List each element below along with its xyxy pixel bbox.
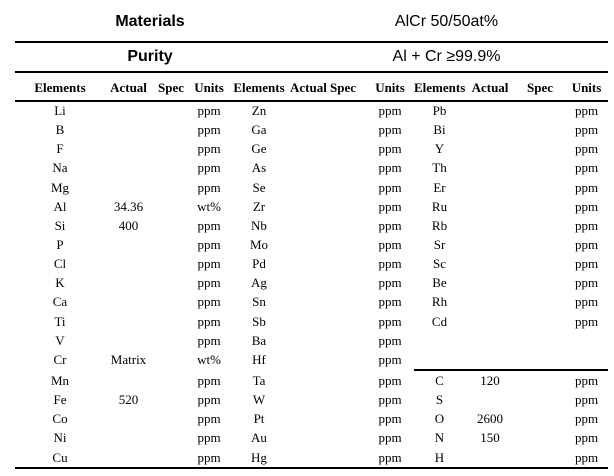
- units-cell: ppm: [574, 411, 599, 427]
- element-cell: Ba: [251, 332, 267, 348]
- units-cell: ppm: [197, 160, 221, 176]
- spec-cell: [152, 448, 190, 468]
- actual-cell: [290, 391, 320, 410]
- actual-cell: [290, 255, 320, 274]
- units-cell: wt%: [197, 352, 221, 368]
- element-cell: Cu: [52, 449, 68, 465]
- units-cell: ppm: [378, 217, 402, 233]
- actual-cell: [290, 350, 320, 370]
- col-header-units: Units: [366, 76, 414, 101]
- actual-cell: [465, 274, 515, 293]
- actual-cell: [290, 331, 320, 350]
- units-cell: ppm: [197, 372, 221, 388]
- table-row: [15, 410, 608, 429]
- spec-cell: [515, 159, 565, 178]
- element-cell: S: [435, 392, 444, 408]
- element-cell: Li: [54, 103, 66, 119]
- spec-cell: [320, 410, 366, 429]
- element-cell: Cr: [53, 352, 67, 368]
- units-cell: ppm: [197, 430, 221, 446]
- col-header-elements: Elements: [228, 76, 290, 101]
- purity-row: [15, 43, 608, 73]
- element-cell: Si: [54, 217, 66, 233]
- table-header-row: [15, 76, 608, 101]
- actual-cell: [465, 216, 515, 235]
- actual-cell: 400: [118, 217, 139, 233]
- spec-cell: [152, 255, 190, 274]
- element-cell: Bi: [433, 122, 446, 138]
- spec-cell: [320, 121, 366, 140]
- element-cell: H: [434, 449, 445, 465]
- spec-cell: [152, 159, 190, 178]
- element-cell: As: [251, 160, 267, 176]
- spec-cell: [515, 197, 565, 216]
- actual-cell: [290, 197, 320, 216]
- units-cell: ppm: [574, 141, 599, 157]
- col-header-actual: Actual: [105, 76, 152, 101]
- units-cell: ppm: [197, 411, 221, 427]
- actual-cell: [465, 159, 515, 178]
- spec-cell: [152, 331, 190, 350]
- actual-cell: [105, 140, 152, 159]
- element-cell: Zn: [251, 103, 267, 119]
- actual-cell: 520: [118, 392, 139, 408]
- table-row: [15, 293, 608, 312]
- element-cell: Na: [52, 160, 68, 176]
- spec-cell: [515, 312, 565, 331]
- units-cell: ppm: [378, 141, 402, 157]
- element-cell: Se: [252, 179, 266, 195]
- units-cell: ppm: [574, 294, 599, 310]
- spec-cell: [320, 312, 366, 331]
- actual-cell: [105, 312, 152, 331]
- actual-cell: [465, 350, 515, 370]
- table-row: [15, 448, 608, 468]
- table-row: [15, 331, 608, 350]
- materials-value: AlCr 50/50at%: [394, 12, 499, 30]
- element-cell: Y: [434, 141, 445, 157]
- table-row: [15, 101, 608, 121]
- actual-cell: [290, 101, 320, 121]
- units-cell: ppm: [378, 411, 402, 427]
- actual-cell: [105, 293, 152, 312]
- units-cell: ppm: [378, 372, 402, 388]
- spec-cell: [152, 293, 190, 312]
- element-cell: Nb: [251, 217, 267, 233]
- element-cell: Ge: [251, 141, 267, 157]
- actual-cell: [465, 140, 515, 159]
- element-cell: [414, 350, 465, 370]
- units-cell: ppm: [574, 179, 599, 195]
- units-cell: ppm: [197, 122, 221, 138]
- spec-cell: [320, 274, 366, 293]
- element-cell: C: [414, 370, 465, 390]
- spec-cell: [515, 121, 565, 140]
- table-body: [15, 101, 608, 469]
- col-header-elements: Elements: [15, 76, 105, 101]
- element-cell: N: [434, 430, 445, 446]
- units-cell: [565, 331, 608, 350]
- spec-cell: [320, 331, 366, 350]
- spec-cell: [515, 350, 565, 370]
- spec-cell: [320, 370, 366, 390]
- units-cell: ppm: [378, 122, 402, 138]
- spec-cell: [320, 178, 366, 197]
- table-row: [15, 121, 608, 140]
- units-cell: ppm: [378, 449, 402, 465]
- element-cell: Rh: [431, 294, 448, 310]
- element-cell: Sb: [252, 313, 266, 329]
- units-cell: ppm: [378, 294, 402, 310]
- spec-cell: [515, 331, 565, 350]
- table-row: [15, 235, 608, 254]
- units-cell: ppm: [378, 103, 402, 119]
- element-cell: Cl: [53, 256, 67, 272]
- units-cell: ppm: [574, 430, 599, 446]
- actual-cell: 2600: [477, 411, 503, 427]
- units-cell: ppm: [197, 313, 221, 329]
- element-cell: Au: [251, 430, 267, 446]
- units-cell: ppm: [378, 198, 402, 214]
- units-cell: ppm: [574, 392, 599, 408]
- element-cell: [414, 331, 465, 350]
- table-row: [15, 429, 608, 448]
- units-cell: [565, 350, 608, 370]
- table-row: [15, 216, 608, 235]
- spec-cell: [320, 101, 366, 121]
- element-cell: Th: [432, 160, 447, 176]
- units-cell: ppm: [378, 179, 402, 195]
- element-cell: Ag: [251, 275, 267, 291]
- actual-cell: [465, 312, 515, 331]
- element-cell: Sr: [433, 237, 446, 253]
- actual-cell: [105, 331, 152, 350]
- units-cell: ppm: [574, 217, 599, 233]
- units-cell: ppm: [197, 392, 221, 408]
- element-cell: F: [56, 141, 64, 157]
- actual-cell: [290, 429, 320, 448]
- element-cell: Ni: [53, 430, 67, 446]
- actual-cell: [105, 429, 152, 448]
- element-cell: B: [55, 122, 65, 138]
- element-cell: Sc: [433, 256, 446, 272]
- actual-cell: [105, 448, 152, 468]
- actual-cell: [465, 293, 515, 312]
- table-row: [15, 140, 608, 159]
- materials-row: [15, 0, 608, 43]
- spec-cell: [515, 274, 565, 293]
- spec-cell: [152, 350, 190, 370]
- element-cell: Mn: [50, 372, 70, 388]
- units-cell: ppm: [574, 275, 599, 291]
- element-cell: Hg: [251, 449, 267, 465]
- units-cell: ppm: [378, 392, 402, 408]
- actual-cell: [290, 235, 320, 254]
- spec-cell: [320, 216, 366, 235]
- units-cell: ppm: [378, 313, 402, 329]
- actual-cell: [465, 101, 515, 121]
- col-header-actual: Actual: [465, 76, 515, 101]
- units-cell: ppm: [378, 275, 402, 291]
- actual-cell: [290, 159, 320, 178]
- spec-cell: [152, 312, 190, 331]
- spec-cell: [152, 101, 190, 121]
- units-cell: ppm: [378, 332, 402, 348]
- actual-cell: [290, 370, 320, 390]
- element-cell: V: [55, 332, 65, 348]
- spec-cell: [152, 197, 190, 216]
- actual-cell: [465, 448, 515, 468]
- element-cell: Pt: [253, 411, 265, 427]
- element-cell: K: [55, 275, 65, 291]
- spec-cell: [515, 216, 565, 235]
- units-cell: ppm: [574, 160, 599, 176]
- spec-cell: [515, 370, 565, 390]
- actual-cell: [105, 178, 152, 197]
- element-cell: Zr: [252, 198, 266, 214]
- actual-cell: [105, 121, 152, 140]
- spec-cell: [152, 216, 190, 235]
- actual-cell: [465, 178, 515, 197]
- actual-cell: [465, 197, 515, 216]
- actual-cell: 150: [480, 430, 500, 446]
- col-header-spec: Spec: [152, 76, 190, 101]
- units-cell: ppm: [197, 237, 221, 253]
- table-row: [15, 350, 608, 370]
- units-cell: ppm: [197, 449, 221, 465]
- col-header-units: Units: [190, 76, 228, 101]
- units-cell: ppm: [378, 256, 402, 272]
- element-cell: Pd: [252, 256, 266, 272]
- col-header-elements: Elements: [414, 76, 465, 101]
- spec-cell: [515, 391, 565, 410]
- element-cell: Ta: [252, 372, 266, 388]
- sheet-header: [15, 0, 608, 73]
- purity-label: Purity: [127, 48, 173, 65]
- element-cell: Sn: [252, 294, 266, 310]
- units-cell: ppm: [197, 217, 221, 233]
- units-cell: ppm: [574, 256, 599, 272]
- element-cell: Ga: [251, 122, 267, 138]
- col-header-units: Units: [565, 76, 608, 101]
- units-cell: wt%: [197, 198, 221, 214]
- element-cell: Ru: [431, 198, 448, 214]
- spec-cell: [515, 255, 565, 274]
- actual-cell: [290, 293, 320, 312]
- actual-cell: [290, 312, 320, 331]
- spec-cell: [320, 235, 366, 254]
- table-row: [15, 159, 608, 178]
- table-row: [15, 197, 608, 216]
- actual-cell: [465, 235, 515, 254]
- units-cell: ppm: [574, 198, 599, 214]
- materials-label: Materials: [115, 12, 185, 30]
- element-cell: Hf: [252, 352, 266, 368]
- actual-cell: [105, 255, 152, 274]
- actual-cell: [105, 235, 152, 254]
- element-cell: Co: [52, 411, 68, 427]
- element-cell: Cd: [431, 313, 448, 329]
- units-cell: ppm: [197, 141, 221, 157]
- spec-cell: [515, 429, 565, 448]
- units-cell: ppm: [574, 449, 599, 465]
- col-header-spec: Spec: [515, 76, 565, 101]
- spec-cell: [515, 235, 565, 254]
- actual-cell: [105, 159, 152, 178]
- element-cell: Pb: [432, 103, 447, 119]
- actual-cell: [465, 331, 515, 350]
- actual-cell: [465, 391, 515, 410]
- actual-cell: 34.36: [113, 198, 144, 214]
- spec-cell: [152, 410, 190, 429]
- units-cell: ppm: [197, 103, 221, 119]
- col-header-actual: Actual: [290, 76, 320, 101]
- element-cell: Er: [433, 179, 446, 195]
- units-cell: ppm: [197, 275, 221, 291]
- purity-value: Al + Cr ≥99.9%: [392, 48, 501, 65]
- units-cell: ppm: [378, 430, 402, 446]
- element-cell: Al: [53, 198, 67, 214]
- spec-cell: [152, 370, 190, 390]
- spec-cell: [515, 178, 565, 197]
- table-row: [15, 312, 608, 331]
- actual-cell: [465, 255, 515, 274]
- element-cell: P: [56, 237, 64, 253]
- spec-cell: [515, 140, 565, 159]
- actual-cell: [290, 216, 320, 235]
- actual-cell: 120: [465, 370, 515, 390]
- units-cell: ppm: [574, 313, 599, 329]
- spec-cell: [152, 121, 190, 140]
- element-cell: Ca: [52, 294, 68, 310]
- spec-cell: [152, 429, 190, 448]
- units-cell: ppm: [574, 237, 599, 253]
- actual-cell: [105, 410, 152, 429]
- spec-cell: [152, 274, 190, 293]
- element-cell: W: [252, 392, 266, 408]
- actual-cell: [105, 370, 152, 390]
- actual-cell: [290, 178, 320, 197]
- units-cell: ppm: [565, 370, 608, 390]
- actual-cell: [465, 121, 515, 140]
- spec-cell: [152, 140, 190, 159]
- spec-cell: [515, 410, 565, 429]
- actual-cell: [105, 274, 152, 293]
- actual-cell: [290, 121, 320, 140]
- element-cell: Fe: [53, 392, 67, 408]
- spec-cell: [320, 255, 366, 274]
- spec-cell: [320, 429, 366, 448]
- actual-cell: [290, 140, 320, 159]
- units-cell: ppm: [197, 256, 221, 272]
- col-header-spec: Spec: [320, 76, 366, 101]
- table-row: [15, 370, 608, 390]
- spec-cell: [320, 350, 366, 370]
- units-cell: ppm: [197, 294, 221, 310]
- table-row: [15, 274, 608, 293]
- spec-cell: [152, 235, 190, 254]
- actual-cell: [290, 448, 320, 468]
- actual-cell: Matrix: [110, 352, 147, 368]
- element-cell: O: [434, 411, 445, 427]
- units-cell: ppm: [197, 179, 221, 195]
- element-cell: Rb: [431, 217, 448, 233]
- units-cell: ppm: [574, 122, 599, 138]
- spec-cell: [515, 448, 565, 468]
- spec-cell: [320, 159, 366, 178]
- spec-cell: [152, 178, 190, 197]
- element-cell: Mo: [249, 237, 269, 253]
- units-cell: ppm: [574, 103, 599, 119]
- spec-cell: [320, 197, 366, 216]
- spec-cell: [320, 293, 366, 312]
- spec-cell: [320, 391, 366, 410]
- spec-cell: [320, 140, 366, 159]
- actual-cell: [105, 101, 152, 121]
- units-cell: ppm: [378, 352, 402, 368]
- element-cell: Be: [432, 275, 447, 291]
- units-cell: ppm: [378, 160, 402, 176]
- spec-cell: [515, 101, 565, 121]
- table-row: [15, 391, 608, 410]
- table-row: [15, 178, 608, 197]
- spec-cell: [320, 448, 366, 468]
- actual-cell: [290, 410, 320, 429]
- element-cell: Mg: [50, 179, 70, 195]
- elements-table: [15, 76, 608, 470]
- actual-cell: [290, 274, 320, 293]
- spec-cell: [152, 391, 190, 410]
- element-cell: Ti: [54, 313, 66, 329]
- units-cell: ppm: [378, 237, 402, 253]
- spec-cell: [515, 293, 565, 312]
- table-row: [15, 255, 608, 274]
- units-cell: ppm: [197, 332, 221, 348]
